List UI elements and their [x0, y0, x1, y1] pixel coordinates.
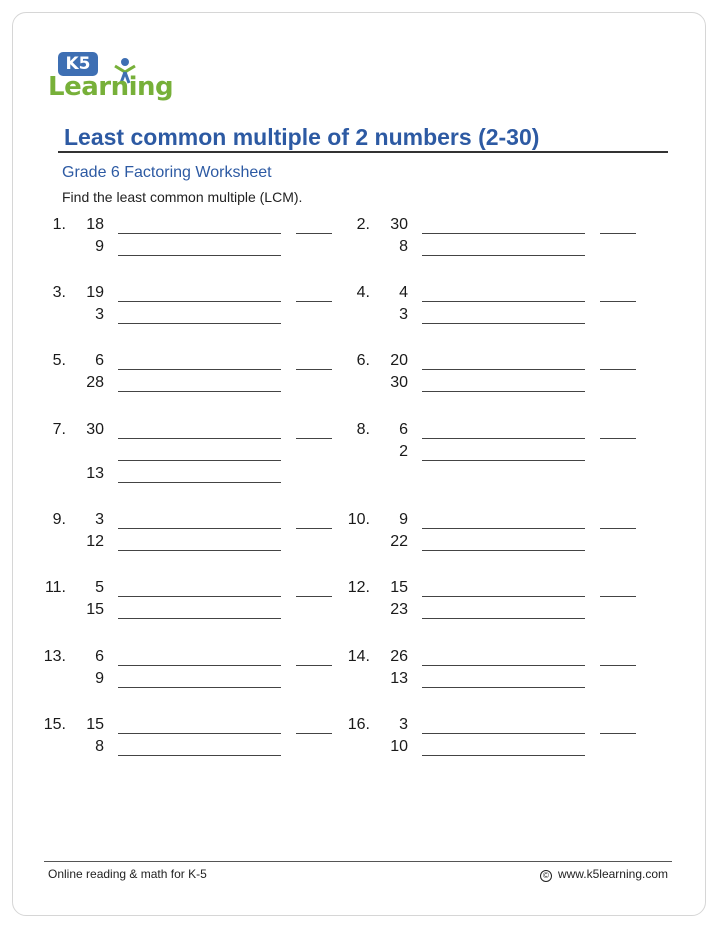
answer-line[interactable]: [296, 733, 332, 734]
logo-badge: K5: [58, 52, 98, 76]
answer-line[interactable]: [600, 301, 636, 302]
problem-number: 12.: [347, 579, 370, 596]
footer-divider: [44, 861, 672, 862]
work-line[interactable]: [422, 755, 585, 756]
work-line[interactable]: [422, 460, 585, 461]
work-line[interactable]: [118, 301, 281, 302]
problem-item: [346, 716, 646, 786]
problem-number-a: 20: [390, 352, 408, 369]
work-line[interactable]: [422, 618, 585, 619]
work-line[interactable]: [422, 550, 585, 551]
answer-line[interactable]: [600, 665, 636, 666]
problem-number-b: 2: [399, 443, 408, 460]
answer-line[interactable]: [296, 301, 332, 302]
problem-number: 7.: [52, 421, 66, 438]
answer-line[interactable]: [600, 528, 636, 529]
work-line[interactable]: [422, 687, 585, 688]
answer-line[interactable]: [600, 438, 636, 439]
problem-number: 9.: [52, 511, 66, 528]
problem-number-a: 3: [399, 716, 408, 733]
problem-number-a: 15: [390, 579, 408, 596]
work-line[interactable]: [118, 438, 281, 439]
problem-item: [42, 216, 342, 286]
work-line[interactable]: [118, 687, 281, 688]
work-line[interactable]: [118, 755, 281, 756]
problem-item: [42, 284, 342, 354]
problem-number-b: 3: [399, 306, 408, 323]
work-line[interactable]: [118, 596, 281, 597]
problem-item: [346, 284, 646, 354]
work-line[interactable]: [118, 460, 281, 461]
work-line[interactable]: [422, 733, 585, 734]
problem-number-a: 9: [399, 511, 408, 528]
logo-wordmark: Learning: [48, 72, 174, 102]
problem-number-a: 6: [95, 648, 104, 665]
problem-number-b: 9: [95, 670, 104, 687]
problem-item: [42, 579, 342, 649]
work-line[interactable]: [422, 438, 585, 439]
answer-line[interactable]: [296, 438, 332, 439]
problem-number-b: 22: [390, 533, 408, 550]
problem-number: 11.: [44, 579, 66, 596]
problem-number-a: 4: [399, 284, 408, 301]
work-line[interactable]: [118, 233, 281, 234]
problem-number-a: 3: [95, 511, 104, 528]
problem-number-b: 10: [390, 738, 408, 755]
work-line[interactable]: [422, 665, 585, 666]
answer-line[interactable]: [296, 233, 332, 234]
page-title: Least common multiple of 2 numbers (2-30): [64, 124, 540, 150]
problem-item: [42, 421, 342, 491]
work-line[interactable]: [118, 550, 281, 551]
problem-number: 10.: [347, 511, 370, 528]
work-line[interactable]: [422, 369, 585, 370]
problem-number: 3.: [52, 284, 66, 301]
k5-learning-logo: [46, 50, 186, 108]
problem-number: 6.: [356, 352, 370, 369]
answer-line[interactable]: [296, 665, 332, 666]
problem-number-a: 6: [95, 352, 104, 369]
work-line[interactable]: [422, 528, 585, 529]
problem-number-a: 15: [86, 716, 104, 733]
answer-line[interactable]: [600, 233, 636, 234]
problem-number-a: 30: [86, 421, 104, 438]
work-line[interactable]: [118, 665, 281, 666]
work-line[interactable]: [118, 323, 281, 324]
copyright-icon: ©: [540, 870, 552, 882]
problem-item: [42, 648, 342, 718]
answer-line[interactable]: [600, 733, 636, 734]
problem-item: [346, 216, 646, 286]
problem-number-b: 12: [86, 533, 104, 550]
answer-line[interactable]: [296, 596, 332, 597]
problem-number-a: 18: [86, 216, 104, 233]
problem-number: 13.: [43, 648, 66, 665]
work-line[interactable]: [118, 255, 281, 256]
work-line[interactable]: [118, 618, 281, 619]
work-line[interactable]: [422, 323, 585, 324]
problem-item: [42, 511, 342, 581]
problem-item: [346, 579, 646, 649]
problem-number: 2.: [356, 216, 370, 233]
problem-number-b: 13: [86, 465, 104, 482]
work-line[interactable]: [118, 528, 281, 529]
problem-number-b: 28: [86, 374, 104, 391]
problem-item: [346, 648, 646, 718]
work-line[interactable]: [422, 255, 585, 256]
problem-number-a: 26: [390, 648, 408, 665]
problem-number-a: 5: [95, 579, 104, 596]
problem-item: [42, 716, 342, 786]
work-line[interactable]: [422, 596, 585, 597]
problem-number: 1.: [52, 216, 66, 233]
footer-url: [540, 867, 668, 882]
problem-number-b: 30: [390, 374, 408, 391]
problem-number: 15.: [43, 716, 66, 733]
answer-line[interactable]: [296, 369, 332, 370]
work-line[interactable]: [422, 391, 585, 392]
answer-line[interactable]: [600, 369, 636, 370]
problem-item: [346, 421, 646, 491]
problem-number: 4.: [356, 284, 370, 301]
problem-number-b: 8: [95, 738, 104, 755]
work-line[interactable]: [422, 233, 585, 234]
problem-number: 5.: [52, 352, 66, 369]
instructions: Find the least common multiple (LCM).: [62, 189, 303, 205]
title-divider: [58, 151, 668, 153]
problem-item: [42, 352, 342, 422]
problem-number-a: 19: [86, 284, 104, 301]
problem-number-b: 15: [86, 601, 104, 618]
problem-item: [346, 511, 646, 581]
problem-number-b: 13: [390, 670, 408, 687]
answer-line[interactable]: [296, 528, 332, 529]
work-line[interactable]: [422, 301, 585, 302]
problem-number-b: 23: [390, 601, 408, 618]
footer-tagline: Online reading & math for K-5: [48, 867, 207, 881]
problem-number-b: 3: [95, 306, 104, 323]
problem-number-a: 6: [399, 421, 408, 438]
work-line[interactable]: [118, 391, 281, 392]
page-subtitle: Grade 6 Factoring Worksheet: [62, 164, 272, 181]
problem-number-a: 30: [390, 216, 408, 233]
problem-item: [346, 352, 646, 422]
problem-number: 16.: [347, 716, 370, 733]
problem-number-b: 9: [95, 238, 104, 255]
work-line[interactable]: [118, 733, 281, 734]
answer-line[interactable]: [600, 596, 636, 597]
problem-number-b: 8: [399, 238, 408, 255]
problem-number: 8.: [356, 421, 370, 438]
problem-number: 14.: [347, 648, 370, 665]
work-line[interactable]: [118, 369, 281, 370]
footer-url-text: www.k5learning.com: [557, 867, 668, 881]
work-line[interactable]: [118, 482, 281, 483]
